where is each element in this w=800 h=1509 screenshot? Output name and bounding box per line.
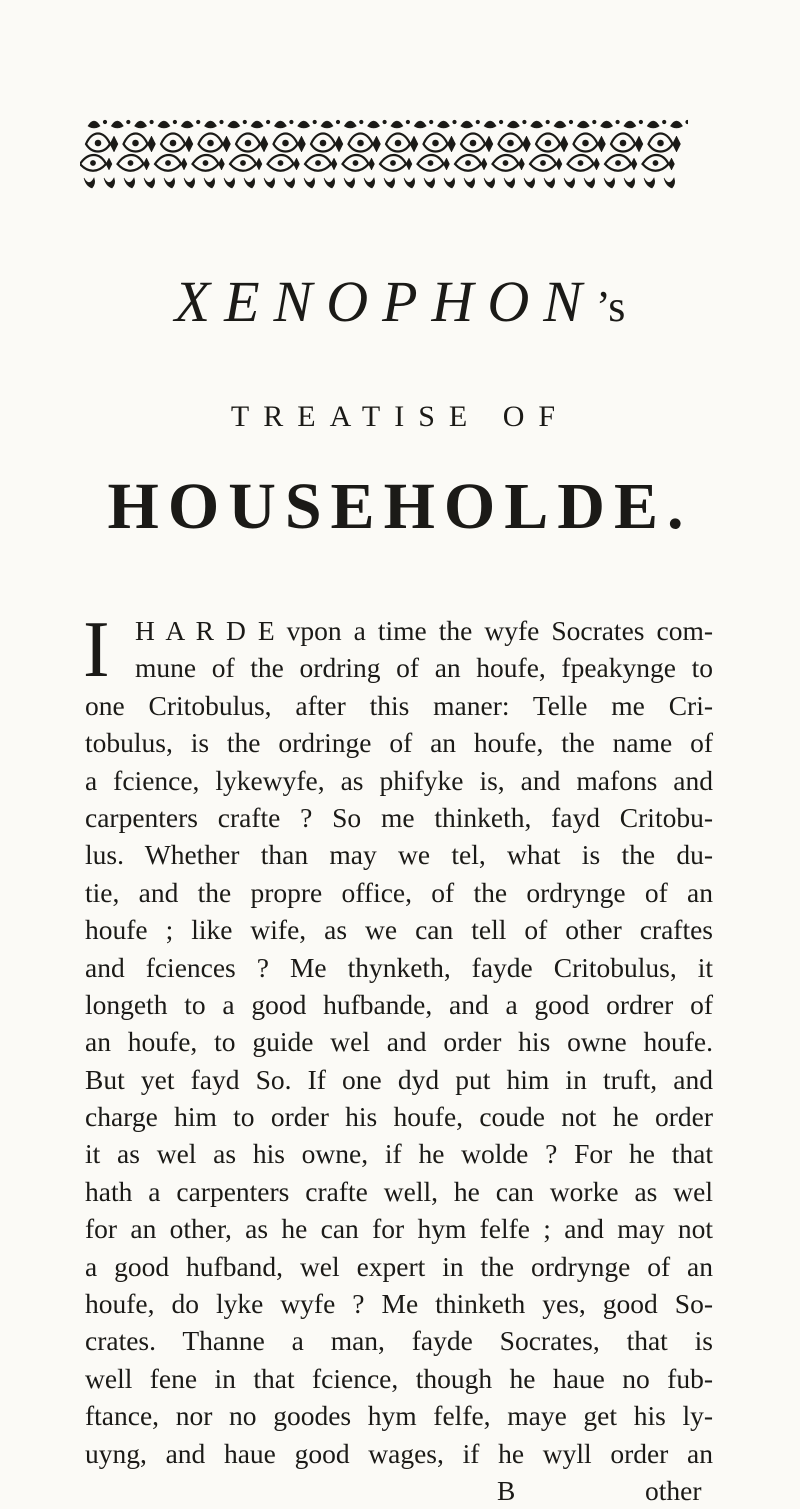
text-line: houfe ; like wife, as we can tell of other craftes <box>85 914 713 946</box>
text-line: for an other, as he can for hym felfe ; and may not <box>85 1213 713 1245</box>
text-line: ftance, nor no goodes hym felfe, maye get his ly- <box>85 1400 713 1432</box>
text-line: crates. Thanne a man, fayde Socrates, that is <box>85 1325 713 1357</box>
text-line: hath a carpenters crafte well, he can worke as wel <box>85 1175 713 1207</box>
text-line: a good hufband, wel expert in the ordrynge of an <box>85 1250 713 1282</box>
text-line: tie, and the propre office, of the ordrynge of an <box>85 876 713 908</box>
drop-cap: I <box>83 606 110 694</box>
text-line: uyng, and haue good wages, if he wyll order an <box>85 1437 713 1469</box>
text-line-content: H A R D E vpon a time the wyfe Socrates com- <box>135 615 713 646</box>
text-line: houfe, do lyke wyfe ? Me thinketh yes, good So- <box>85 1288 713 1320</box>
text-line: a fcience, lykewyfe, as phifyke is, and mafons and <box>85 764 713 796</box>
text-line: lus. Whether than may we tel, what is the du- <box>85 839 713 871</box>
catchword: other <box>645 1474 702 1506</box>
text-line: tobulus, is the ordringe of an houfe, the name of <box>85 727 713 759</box>
text-line: charge him to order his houfe, coude not he order <box>85 1101 713 1133</box>
author-possessive: ’s <box>595 282 626 331</box>
text-line: mune of the ordring of an houfe, fpeakynge to <box>135 652 713 684</box>
text-line: longeth to a good hufbande, and a good ordrer of <box>85 988 713 1020</box>
signature-mark: B <box>497 1474 516 1506</box>
title-treatise-of: TREATISE OF <box>230 400 570 433</box>
text-line: one Critobulus, after this maner: Telle me Cri- <box>85 689 713 721</box>
text-line: it as wel as his owne, if he wolde ? For he that <box>85 1138 713 1170</box>
text-line: an houfe, to guide wel and order his owne houfe. <box>85 1026 713 1058</box>
ornamental-headpiece <box>80 112 688 192</box>
text-line: But yet fayd So. If one dyd put him in truft, and <box>85 1063 713 1095</box>
footer-line <box>85 1472 713 1509</box>
title-author <box>0 268 800 335</box>
text-line: well fene in that fcience, though he haue no fub- <box>85 1362 713 1394</box>
title-subject: HOUSEHOLDE. <box>107 470 693 543</box>
text-line: and fciences ? Me thynketh, fayde Critobulus, it <box>85 951 713 983</box>
text-line: carpenters crafte ? So me thinketh, fayd Critobu- <box>85 801 713 833</box>
author-name: XENOPHON <box>174 269 596 334</box>
body-text <box>83 606 713 1509</box>
